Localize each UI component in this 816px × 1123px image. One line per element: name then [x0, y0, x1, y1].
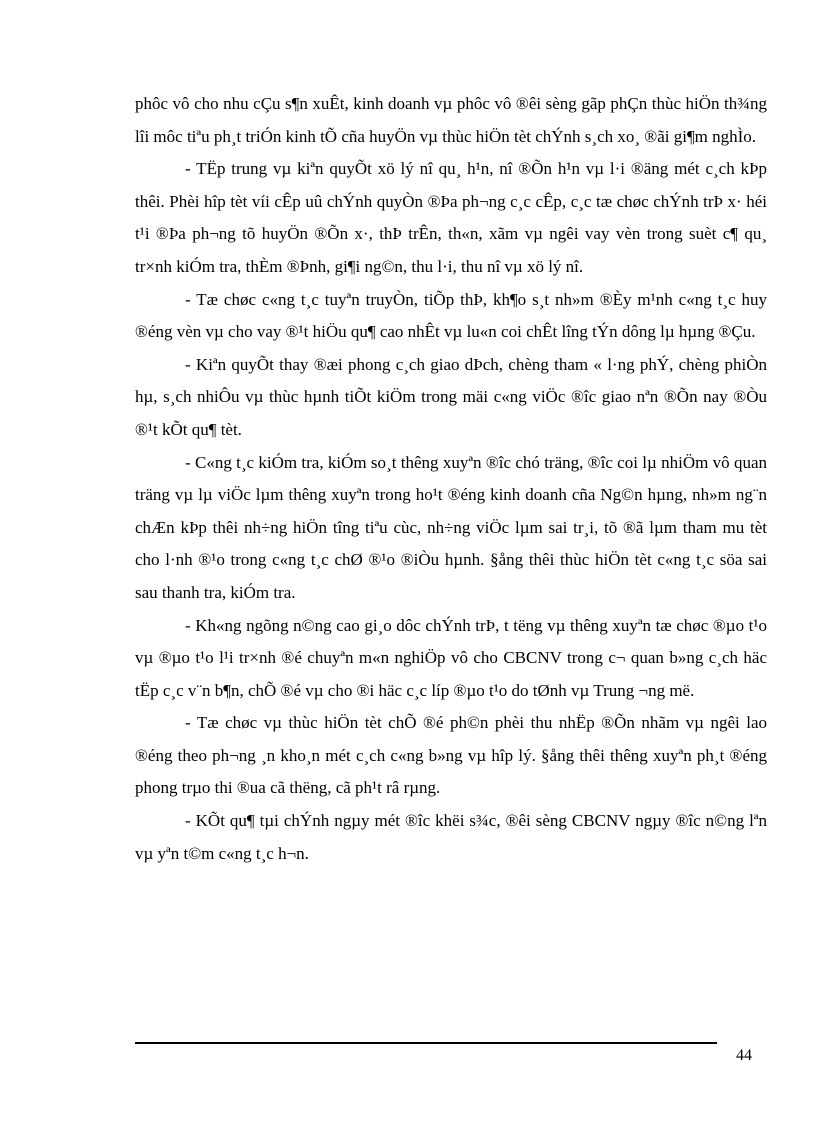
body-paragraph: - C«ng t¸c kiÓm tra, kiÓm so¸t thêng xuyªn ®îc chó träng, ®îc coi lµ nhiÖm vô quan träng vµ lµ viÖc lµm thêng xuyªn trong ho¹t ®éng kinh doanh cña Ng©n hµng, nh»m ng¨n chÆn kÞp thêi nh÷ng hiÖn tîng tiªu cùc, nh÷ng viÖc lµm sai tr¸i, tõ ®ã lµm tham mu tèt cho l·nh ®¹o trong c«ng t¸c chØ ®¹o ®iÒu hµnh. §ång thêi thùc hiÖn tèt c«ng t¸c söa sai sau thanh tra, kiÓm tra. — [135, 452, 767, 602]
footer-divider — [135, 1042, 717, 1044]
page-number: 44 — [736, 1047, 752, 1064]
body-paragraph: phôc vô cho nhu cÇu s¶n xuÊt, kinh doanh vµ phôc vô ®êi sèng gãp phÇn thùc hiÖn th¾ng lîi môc tiªu ph¸t triÓn kinh tÕ cña huyÖn vµ thùc hiÖn tèt chÝnh s¸ch xo¸ ®ãi gi¶m nghÌo. — [135, 94, 767, 146]
body-paragraph: - Kiªn quyÕt thay ®æi phong c¸ch giao dÞch, chèng tham « l·ng phÝ, chèng phiÒn hµ, s¸ch nhiÔu vµ thùc hµnh tiÕt kiÖm trong mäi c«ng viÖc ®îc giao nªn ®Õn nay ®Òu ®¹t kÕt qu¶ tèt. — [135, 354, 767, 439]
page-body — [135, 88, 767, 870]
body-paragraph: - Kh«ng ngõng n©ng cao gi¸o dôc chÝnh trÞ, t tëng vµ thêng xuyªn tæ chøc ®µo t¹o vµ ®µo t¹o l¹i tr×nh ®é chuyªn m«n nghiÖp vô cho CBCNV trong c¬ quan b»ng c¸ch häc tËp c¸c v¨n b¶n, chÕ ®é vµ cho ®i häc c¸c líp ®µo t¹o do tØnh vµ Trung ¬ng më. — [135, 615, 767, 700]
body-paragraph: - TËp trung vµ kiªn quyÕt xö lý nî qu¸ h¹n, nî ®Õn h¹n vµ l·i ®äng mét c¸ch kÞp thêi. Phèi hîp tèt víi cÊp uû chÝnh quyÒn ®Þa ph¬ng c¸c cÊp, c¸c tæ chøc chÝnh trÞ x· héi t¹i ®Þa ph¬ng tõ huyÖn ®Õn x·, thÞ trÊn, th«n, xãm vµ ngêi vay vèn trong suèt c¶ qu¸ tr×nh kiÓm tra, thÈm ®Þnh, gi¶i ng©n, thu l·i, thu nî vµ xö lý nî. — [135, 159, 767, 276]
body-paragraph: - Tæ chøc vµ thùc hiÖn tèt chÕ ®é ph©n phèi thu nhËp ®Õn nhãm vµ ngêi lao ®éng theo ph¬ng ¸n kho¸n mét c¸ch c«ng b»ng vµ hîp lý. §ång thêi thêng xuyªn ph¸t ®éng phong trµo thi ®ua cã thëng, cã ph¹t râ rµng. — [135, 713, 767, 798]
body-paragraph: - Tæ chøc c«ng t¸c tuyªn truyÒn, tiÕp thÞ, kh¶o s¸t nh»m ®Èy m¹nh c«ng t¸c huy ®éng vèn vµ cho vay ®¹t hiÖu qu¶ cao nhÊt vµ lu«n coi chÊt lîng tÝn dông lµ hµng ®Çu. — [135, 289, 767, 342]
body-paragraph: - KÕt qu¶ tµi chÝnh ngµy mét ®îc khëi s¾c, ®êi sèng CBCNV ngµy ®îc n©ng lªn vµ yªn t©m c«ng t¸c h¬n. — [135, 811, 767, 863]
